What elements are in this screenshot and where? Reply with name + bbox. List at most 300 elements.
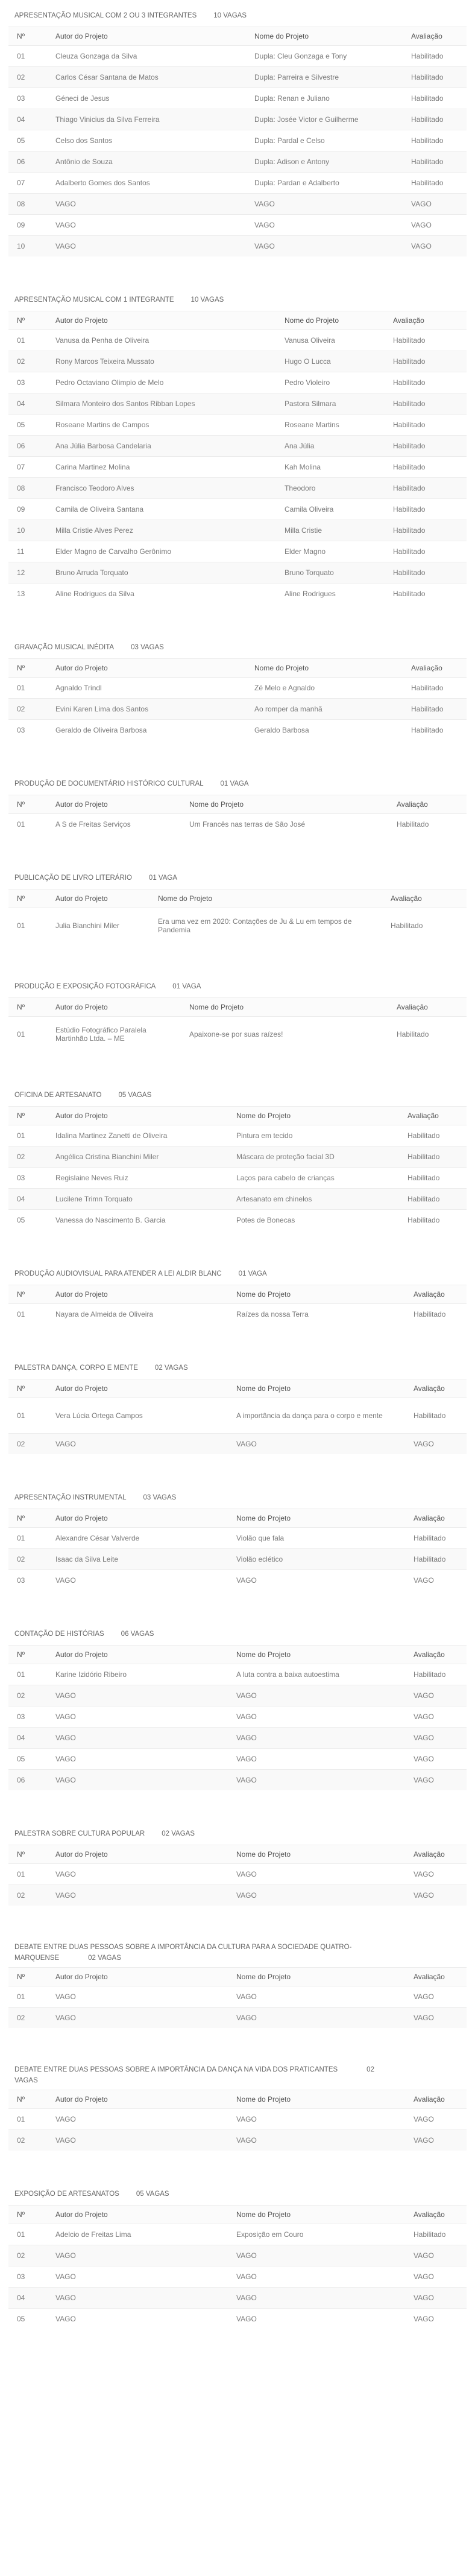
table-row bbox=[8, 2245, 467, 2266]
author-name: Bruno Arruda Torquato bbox=[47, 562, 276, 584]
project-name: Dupla: Renan e Juliano bbox=[246, 88, 403, 109]
section-vacancies: 01 VAGA bbox=[238, 1270, 267, 1277]
evaluation-status: Habilitado bbox=[385, 372, 467, 393]
col-project-header: Nome do Projeto bbox=[181, 795, 388, 814]
author-name: Francisco Teodoro Alves bbox=[47, 478, 276, 499]
row-number: 01 bbox=[8, 908, 47, 944]
section-name: DEBATE ENTRE DUAS PESSOAS SOBRE A IMPORTÂNCIA DA DANÇA NA VIDA DOS PRATICANTES bbox=[14, 2066, 338, 2073]
evaluation-status: Habilitado bbox=[399, 1210, 467, 1231]
project-name: Violão eclético bbox=[228, 1549, 405, 1570]
table-row bbox=[8, 1125, 467, 1146]
results-table bbox=[8, 1845, 467, 1906]
section-title bbox=[14, 1490, 465, 1505]
col-project-header: Nome do Projeto bbox=[228, 1107, 399, 1125]
project-name: Zé Melo e Agnaldo bbox=[246, 678, 403, 699]
section-title bbox=[14, 8, 465, 23]
table-row bbox=[8, 436, 467, 457]
author-name: VAGO bbox=[47, 1570, 228, 1591]
col-evaluation-header: Avaliação bbox=[405, 1646, 467, 1664]
section-spacer bbox=[0, 1325, 475, 1361]
project-name: A luta contra a baixa autoestima bbox=[228, 1664, 405, 1685]
table-header-row bbox=[8, 1509, 467, 1528]
evaluation-status: Habilitado bbox=[403, 109, 467, 130]
col-project-header: Nome do Projeto bbox=[228, 2206, 405, 2224]
evaluation-status: Habilitado bbox=[399, 1168, 467, 1189]
row-number: 01 bbox=[8, 1986, 47, 2008]
evaluation-status: Habilitado bbox=[385, 457, 467, 478]
author-name: Adalberto Gomes dos Santos bbox=[47, 173, 246, 194]
row-number: 01 bbox=[8, 1864, 47, 1885]
row-number: 01 bbox=[8, 2109, 47, 2130]
author-name: Karine Izidório Ribeiro bbox=[47, 1664, 228, 1685]
project-name: Exposição em Couro bbox=[228, 2224, 405, 2245]
result-section bbox=[0, 1490, 475, 1627]
table-row bbox=[8, 151, 467, 173]
project-name: Máscara de proteção facial 3D bbox=[228, 1146, 399, 1168]
col-evaluation-header: Avaliação bbox=[405, 1509, 467, 1528]
evaluation-status: Habilitado bbox=[385, 499, 467, 520]
section-vacancies: 03 VAGAS bbox=[143, 1494, 177, 1501]
evaluation-status: Habilitado bbox=[403, 678, 467, 699]
table-row bbox=[8, 1017, 467, 1052]
author-name: VAGO bbox=[47, 2309, 228, 2330]
row-number: 05 bbox=[8, 130, 47, 151]
evaluation-status: Habilitado bbox=[385, 436, 467, 457]
col-evaluation-header: Avaliação bbox=[388, 998, 467, 1017]
table-header-row bbox=[8, 1845, 467, 1864]
section-name: APRESENTAÇÃO MUSICAL COM 2 OU 3 INTEGRANTES bbox=[14, 12, 197, 19]
project-name: VAGO bbox=[228, 2109, 405, 2130]
evaluation-status: VAGO bbox=[403, 236, 467, 257]
row-number: 01 bbox=[8, 1664, 47, 1685]
table-row bbox=[8, 415, 467, 436]
row-number: 02 bbox=[8, 699, 47, 720]
section-title bbox=[14, 1361, 465, 1375]
table-row bbox=[8, 109, 467, 130]
evaluation-status: VAGO bbox=[405, 2109, 467, 2130]
table-row bbox=[8, 1749, 467, 1770]
row-number: 03 bbox=[8, 1706, 47, 1728]
table-row bbox=[8, 2008, 467, 2029]
author-name: A S de Freitas Serviços bbox=[47, 814, 181, 835]
evaluation-status: Habilitado bbox=[405, 1664, 467, 1685]
section-vacancies: 01 VAGA bbox=[220, 780, 249, 787]
author-name: Carina Martinez Molina bbox=[47, 457, 276, 478]
section-name: PRODUÇÃO AUDIOVISUAL PARA ATENDER A LEI ALDIR BLANC bbox=[14, 1270, 222, 1277]
row-number: 04 bbox=[8, 393, 47, 415]
section-spacer bbox=[0, 1052, 475, 1088]
col-evaluation-header: Avaliação bbox=[403, 659, 467, 678]
col-evaluation-header: Avaliação bbox=[405, 1285, 467, 1304]
author-name: VAGO bbox=[47, 215, 246, 236]
evaluation-status: Habilitado bbox=[399, 1125, 467, 1146]
project-name: Bruno Torquato bbox=[276, 562, 385, 584]
section-spacer bbox=[0, 604, 475, 640]
row-number: 08 bbox=[8, 478, 47, 499]
table-row bbox=[8, 2309, 467, 2330]
section-vacancies: 10 VAGAS bbox=[213, 12, 247, 19]
col-number-header: Nº bbox=[8, 1509, 47, 1528]
result-section bbox=[0, 640, 475, 777]
row-number: 01 bbox=[8, 330, 47, 351]
table-row bbox=[8, 1885, 467, 1906]
evaluation-status: Habilitado bbox=[403, 173, 467, 194]
col-number-header: Nº bbox=[8, 1646, 47, 1664]
table-header-row bbox=[8, 998, 467, 1017]
col-author-header: Autor do Projeto bbox=[47, 659, 246, 678]
table-row bbox=[8, 2288, 467, 2309]
col-project-header: Nome do Projeto bbox=[276, 311, 385, 330]
section-spacer bbox=[0, 943, 475, 979]
table-row bbox=[8, 236, 467, 257]
table-header-row bbox=[8, 1107, 467, 1125]
row-number: 01 bbox=[8, 1304, 47, 1325]
author-name: VAGO bbox=[47, 1706, 228, 1728]
section-name: DEBATE ENTRE DUAS PESSOAS SOBRE A IMPORTÂNCIA DA CULTURA PARA A SOCIEDADE QUATRO-MARQUENSE bbox=[14, 1944, 352, 1962]
table-row bbox=[8, 2266, 467, 2288]
col-author-header: Autor do Projeto bbox=[47, 1968, 228, 1986]
results-table bbox=[8, 27, 467, 256]
row-number: 01 bbox=[8, 678, 47, 699]
col-project-header: Nome do Projeto bbox=[246, 659, 403, 678]
result-section bbox=[0, 1361, 475, 1490]
evaluation-status: Habilitado bbox=[385, 541, 467, 562]
section-vacancies: 06 VAGAS bbox=[121, 1630, 154, 1638]
author-name: VAGO bbox=[47, 1728, 228, 1749]
author-name: VAGO bbox=[47, 2288, 228, 2309]
section-name: OFICINA DE ARTESANATO bbox=[14, 1092, 102, 1099]
results-table bbox=[8, 1106, 467, 1230]
row-number: 05 bbox=[8, 2309, 47, 2330]
project-name: Pastora Silmara bbox=[276, 393, 385, 415]
project-name: VAGO bbox=[228, 1570, 405, 1591]
row-number: 05 bbox=[8, 1210, 47, 1231]
table-row bbox=[8, 908, 467, 944]
col-project-header: Nome do Projeto bbox=[228, 2090, 405, 2109]
row-number: 06 bbox=[8, 1770, 47, 1791]
project-name: VAGO bbox=[228, 1749, 405, 1770]
section-spacer bbox=[0, 2329, 475, 2365]
table-header-row bbox=[8, 795, 467, 814]
author-name: VAGO bbox=[47, 1986, 228, 2008]
table-row bbox=[8, 1706, 467, 1728]
table-row bbox=[8, 699, 467, 720]
section-vacancies: 10 VAGAS bbox=[190, 296, 224, 304]
project-name: Vanusa Oliveira bbox=[276, 330, 385, 351]
section-name: GRAVAÇÃO MUSICAL INÉDITA bbox=[14, 644, 115, 651]
table-row bbox=[8, 1664, 467, 1685]
col-evaluation-header: Avaliação bbox=[388, 795, 467, 814]
author-name: Silmara Monteiro dos Santos Ribban Lopes bbox=[47, 393, 276, 415]
author-name: VAGO bbox=[47, 1885, 228, 1906]
results-table bbox=[8, 1967, 467, 2028]
section-name: PUBLICAÇÃO DE LIVRO LITERÁRIO bbox=[14, 874, 132, 882]
project-name: VAGO bbox=[228, 2266, 405, 2288]
author-name: Antônio de Souza bbox=[47, 151, 246, 173]
col-author-header: Autor do Projeto bbox=[47, 2206, 228, 2224]
evaluation-status: VAGO bbox=[405, 1685, 467, 1706]
author-name: Vanessa do Nascimento B. Garcia bbox=[47, 1210, 228, 1231]
row-number: 04 bbox=[8, 1728, 47, 1749]
col-number-header: Nº bbox=[8, 998, 47, 1017]
author-name: Regislaine Neves Ruiz bbox=[47, 1168, 228, 1189]
section-name: PALESTRA SOBRE CULTURA POPULAR bbox=[14, 1830, 145, 1837]
result-section bbox=[0, 8, 475, 293]
table-header-row bbox=[8, 311, 467, 330]
col-project-header: Nome do Projeto bbox=[228, 1845, 405, 1864]
table-row bbox=[8, 46, 467, 67]
author-name: Vera Lúcia Ortega Campos bbox=[47, 1398, 228, 1434]
evaluation-status: Habilitado bbox=[399, 1146, 467, 1168]
result-section bbox=[0, 1627, 475, 1827]
project-name: Dupla: Adison e Antony bbox=[246, 151, 403, 173]
results-table bbox=[8, 658, 467, 740]
row-number: 02 bbox=[8, 1434, 47, 1455]
row-number: 04 bbox=[8, 1189, 47, 1210]
col-number-header: Nº bbox=[8, 1379, 47, 1398]
table-row bbox=[8, 173, 467, 194]
row-number: 11 bbox=[8, 541, 47, 562]
evaluation-status: VAGO bbox=[405, 1986, 467, 2008]
row-number: 01 bbox=[8, 1528, 47, 1549]
row-number: 02 bbox=[8, 1146, 47, 1168]
row-number: 10 bbox=[8, 236, 47, 257]
row-number: 03 bbox=[8, 2266, 47, 2288]
author-name: VAGO bbox=[47, 1749, 228, 1770]
project-name: Aline Rodrigues bbox=[276, 584, 385, 605]
author-name: Idalina Martinez Zanetti de Oliveira bbox=[47, 1125, 228, 1146]
project-name: VAGO bbox=[228, 2288, 405, 2309]
author-name: Thiago Vinicius da Silva Ferreira bbox=[47, 109, 246, 130]
author-name: VAGO bbox=[47, 236, 246, 257]
row-number: 02 bbox=[8, 2008, 47, 2029]
section-name: PRODUÇÃO E EXPOSIÇÃO FOTOGRÁFICA bbox=[14, 983, 156, 990]
evaluation-status: Habilitado bbox=[405, 1528, 467, 1549]
evaluation-status: Habilitado bbox=[403, 699, 467, 720]
col-evaluation-header: Avaliação bbox=[403, 27, 467, 46]
evaluation-status: VAGO bbox=[405, 1434, 467, 1455]
table-row bbox=[8, 584, 467, 605]
author-name: Adelcio de Freitas Lima bbox=[47, 2224, 228, 2245]
section-title bbox=[14, 1088, 465, 1102]
col-author-header: Autor do Projeto bbox=[47, 1646, 228, 1664]
project-name: Geraldo Barbosa bbox=[246, 720, 403, 741]
evaluation-status: VAGO bbox=[405, 2130, 467, 2151]
project-name: Kah Molina bbox=[276, 457, 385, 478]
results-table bbox=[8, 311, 467, 604]
table-header-row bbox=[8, 889, 467, 908]
author-name: Roseane Martins de Campos bbox=[47, 415, 276, 436]
author-name: VAGO bbox=[47, 1864, 228, 1885]
col-project-header: Nome do Projeto bbox=[228, 1379, 405, 1398]
row-number: 02 bbox=[8, 1685, 47, 1706]
table-row bbox=[8, 1864, 467, 1885]
row-number: 06 bbox=[8, 151, 47, 173]
project-name: Ao romper da manhã bbox=[246, 699, 403, 720]
table-row bbox=[8, 1570, 467, 1591]
table-row bbox=[8, 562, 467, 584]
evaluation-status: VAGO bbox=[405, 2309, 467, 2330]
author-name: VAGO bbox=[47, 194, 246, 215]
evaluation-status: Habilitado bbox=[403, 720, 467, 741]
project-name: VAGO bbox=[228, 2130, 405, 2151]
table-header-row bbox=[8, 2090, 467, 2109]
evaluation-status: Habilitado bbox=[385, 351, 467, 372]
result-section bbox=[0, 293, 475, 640]
evaluation-status: Habilitado bbox=[403, 88, 467, 109]
section-title bbox=[14, 1942, 376, 1964]
project-name: Dupla: Pardan e Adalberto bbox=[246, 173, 403, 194]
results-table bbox=[8, 795, 467, 835]
author-name: Evini Karen Lima dos Santos bbox=[47, 699, 246, 720]
evaluation-status: Habilitado bbox=[403, 130, 467, 151]
table-row bbox=[8, 1549, 467, 1570]
project-name: Roseane Martins bbox=[276, 415, 385, 436]
project-name: Camila Oliveira bbox=[276, 499, 385, 520]
author-name: VAGO bbox=[47, 2109, 228, 2130]
section-name: APRESENTAÇÃO INSTRUMENTAL bbox=[14, 1494, 127, 1501]
evaluation-status: VAGO bbox=[405, 2245, 467, 2266]
table-row bbox=[8, 88, 467, 109]
project-name: Um Francês nas terras de São José bbox=[181, 814, 388, 835]
project-name: VAGO bbox=[228, 1728, 405, 1749]
project-name: Pintura em tecido bbox=[228, 1125, 399, 1146]
col-number-header: Nº bbox=[8, 1845, 47, 1864]
table-header-row bbox=[8, 1646, 467, 1664]
project-name: Pedro Violeiro bbox=[276, 372, 385, 393]
col-project-header: Nome do Projeto bbox=[228, 1285, 405, 1304]
col-author-header: Autor do Projeto bbox=[47, 1845, 228, 1864]
author-name: Ana Júlia Barbosa Candelaria bbox=[47, 436, 276, 457]
table-row bbox=[8, 541, 467, 562]
author-name: VAGO bbox=[47, 1434, 228, 1455]
results-table bbox=[8, 997, 467, 1052]
project-name: VAGO bbox=[228, 2245, 405, 2266]
evaluation-status: Habilitado bbox=[399, 1189, 467, 1210]
section-title bbox=[14, 640, 465, 655]
col-author-header: Autor do Projeto bbox=[47, 1285, 228, 1304]
col-number-header: Nº bbox=[8, 1968, 47, 1986]
author-name: Pedro Octaviano Olimpio de Melo bbox=[47, 372, 276, 393]
evaluation-status: Habilitado bbox=[385, 478, 467, 499]
result-section bbox=[0, 1267, 475, 1361]
author-name: Aline Rodrigues da Silva bbox=[47, 584, 276, 605]
table-row bbox=[8, 499, 467, 520]
evaluation-status: VAGO bbox=[405, 1749, 467, 1770]
table-row bbox=[8, 372, 467, 393]
evaluation-status: Habilitado bbox=[385, 393, 467, 415]
project-name: Potes de Bonecas bbox=[228, 1210, 399, 1231]
section-title bbox=[14, 1627, 465, 1641]
evaluation-status: VAGO bbox=[403, 194, 467, 215]
col-number-header: Nº bbox=[8, 889, 47, 908]
project-name: Hugo O Lucca bbox=[276, 351, 385, 372]
author-name: Géneci de Jesus bbox=[47, 88, 246, 109]
row-number: 02 bbox=[8, 2245, 47, 2266]
author-name: Geraldo de Oliveira Barbosa bbox=[47, 720, 246, 741]
author-name: VAGO bbox=[47, 1685, 228, 1706]
section-vacancies: 01 VAGA bbox=[172, 983, 201, 990]
table-row bbox=[8, 194, 467, 215]
author-name: Nayara de Almeida de Oliveira bbox=[47, 1304, 228, 1325]
author-name: Estúdio Fotográfico Paralela Martinhão Ltda. – ME bbox=[47, 1017, 181, 1052]
col-project-header: Nome do Projeto bbox=[181, 998, 388, 1017]
results-table bbox=[8, 889, 467, 943]
evaluation-status: Habilitado bbox=[385, 415, 467, 436]
col-project-header: Nome do Projeto bbox=[149, 889, 382, 908]
project-name: VAGO bbox=[246, 215, 403, 236]
project-name: Apaixone-se por suas raízes! bbox=[181, 1017, 388, 1052]
author-name: Elder Magno de Carvalho Gerônimo bbox=[47, 541, 276, 562]
col-author-header: Autor do Projeto bbox=[47, 998, 181, 1017]
evaluation-status: VAGO bbox=[405, 1770, 467, 1791]
table-row bbox=[8, 1434, 467, 1455]
row-number: 09 bbox=[8, 499, 47, 520]
project-name: Violão que fala bbox=[228, 1528, 405, 1549]
author-name: Alexandre César Valverde bbox=[47, 1528, 228, 1549]
project-name: Theodoro bbox=[276, 478, 385, 499]
project-name: VAGO bbox=[246, 236, 403, 257]
project-name: Artesanato em chinelos bbox=[228, 1189, 399, 1210]
col-project-header: Nome do Projeto bbox=[228, 1509, 405, 1528]
project-name: VAGO bbox=[246, 194, 403, 215]
col-author-header: Autor do Projeto bbox=[47, 1509, 228, 1528]
author-name: Milla Cristie Alves Perez bbox=[47, 520, 276, 541]
section-vacancies: 01 VAGA bbox=[148, 874, 178, 882]
project-name: VAGO bbox=[228, 1864, 405, 1885]
row-number: 05 bbox=[8, 415, 47, 436]
section-title bbox=[14, 2187, 465, 2201]
author-name: Lucilene Trimn Torquato bbox=[47, 1189, 228, 1210]
table-row bbox=[8, 1146, 467, 1168]
table-row bbox=[8, 130, 467, 151]
project-name: Dupla: Cleu Gonzaga e Tony bbox=[246, 46, 403, 67]
col-evaluation-header: Avaliação bbox=[405, 2206, 467, 2224]
author-name: Celso dos Santos bbox=[47, 130, 246, 151]
col-number-header: Nº bbox=[8, 2090, 47, 2109]
project-name: Raízes da nossa Terra bbox=[228, 1304, 405, 1325]
row-number: 03 bbox=[8, 88, 47, 109]
col-number-header: Nº bbox=[8, 311, 47, 330]
section-name: EXPOSIÇÃO DE ARTESANATOS bbox=[14, 2190, 119, 2198]
project-name: VAGO bbox=[228, 1986, 405, 2008]
project-name: VAGO bbox=[228, 1434, 405, 1455]
evaluation-status: Habilitado bbox=[405, 1398, 467, 1434]
table-header-row bbox=[8, 1968, 467, 1986]
author-name: Isaac da Silva Leite bbox=[47, 1549, 228, 1570]
project-name: VAGO bbox=[228, 1685, 405, 1706]
section-vacancies: 05 VAGAS bbox=[118, 1092, 152, 1099]
section-name: PALESTRA DANÇA, CORPO E MENTE bbox=[14, 1364, 138, 1372]
section-title bbox=[14, 777, 465, 791]
section-title bbox=[14, 871, 465, 885]
row-number: 02 bbox=[8, 2130, 47, 2151]
row-number: 12 bbox=[8, 562, 47, 584]
section-vacancies: 02 VAGAS bbox=[88, 1954, 121, 1962]
section-vacancies: 03 VAGAS bbox=[131, 644, 164, 651]
col-author-header: Autor do Projeto bbox=[47, 889, 149, 908]
col-number-header: Nº bbox=[8, 1107, 47, 1125]
row-number: 10 bbox=[8, 520, 47, 541]
evaluation-status: VAGO bbox=[405, 1570, 467, 1591]
evaluation-status: Habilitado bbox=[382, 908, 467, 944]
table-row bbox=[8, 1528, 467, 1549]
table-header-row bbox=[8, 659, 467, 678]
table-row bbox=[8, 720, 467, 741]
evaluation-status: Habilitado bbox=[403, 67, 467, 88]
row-number: 13 bbox=[8, 584, 47, 605]
col-author-header: Autor do Projeto bbox=[47, 1107, 228, 1125]
